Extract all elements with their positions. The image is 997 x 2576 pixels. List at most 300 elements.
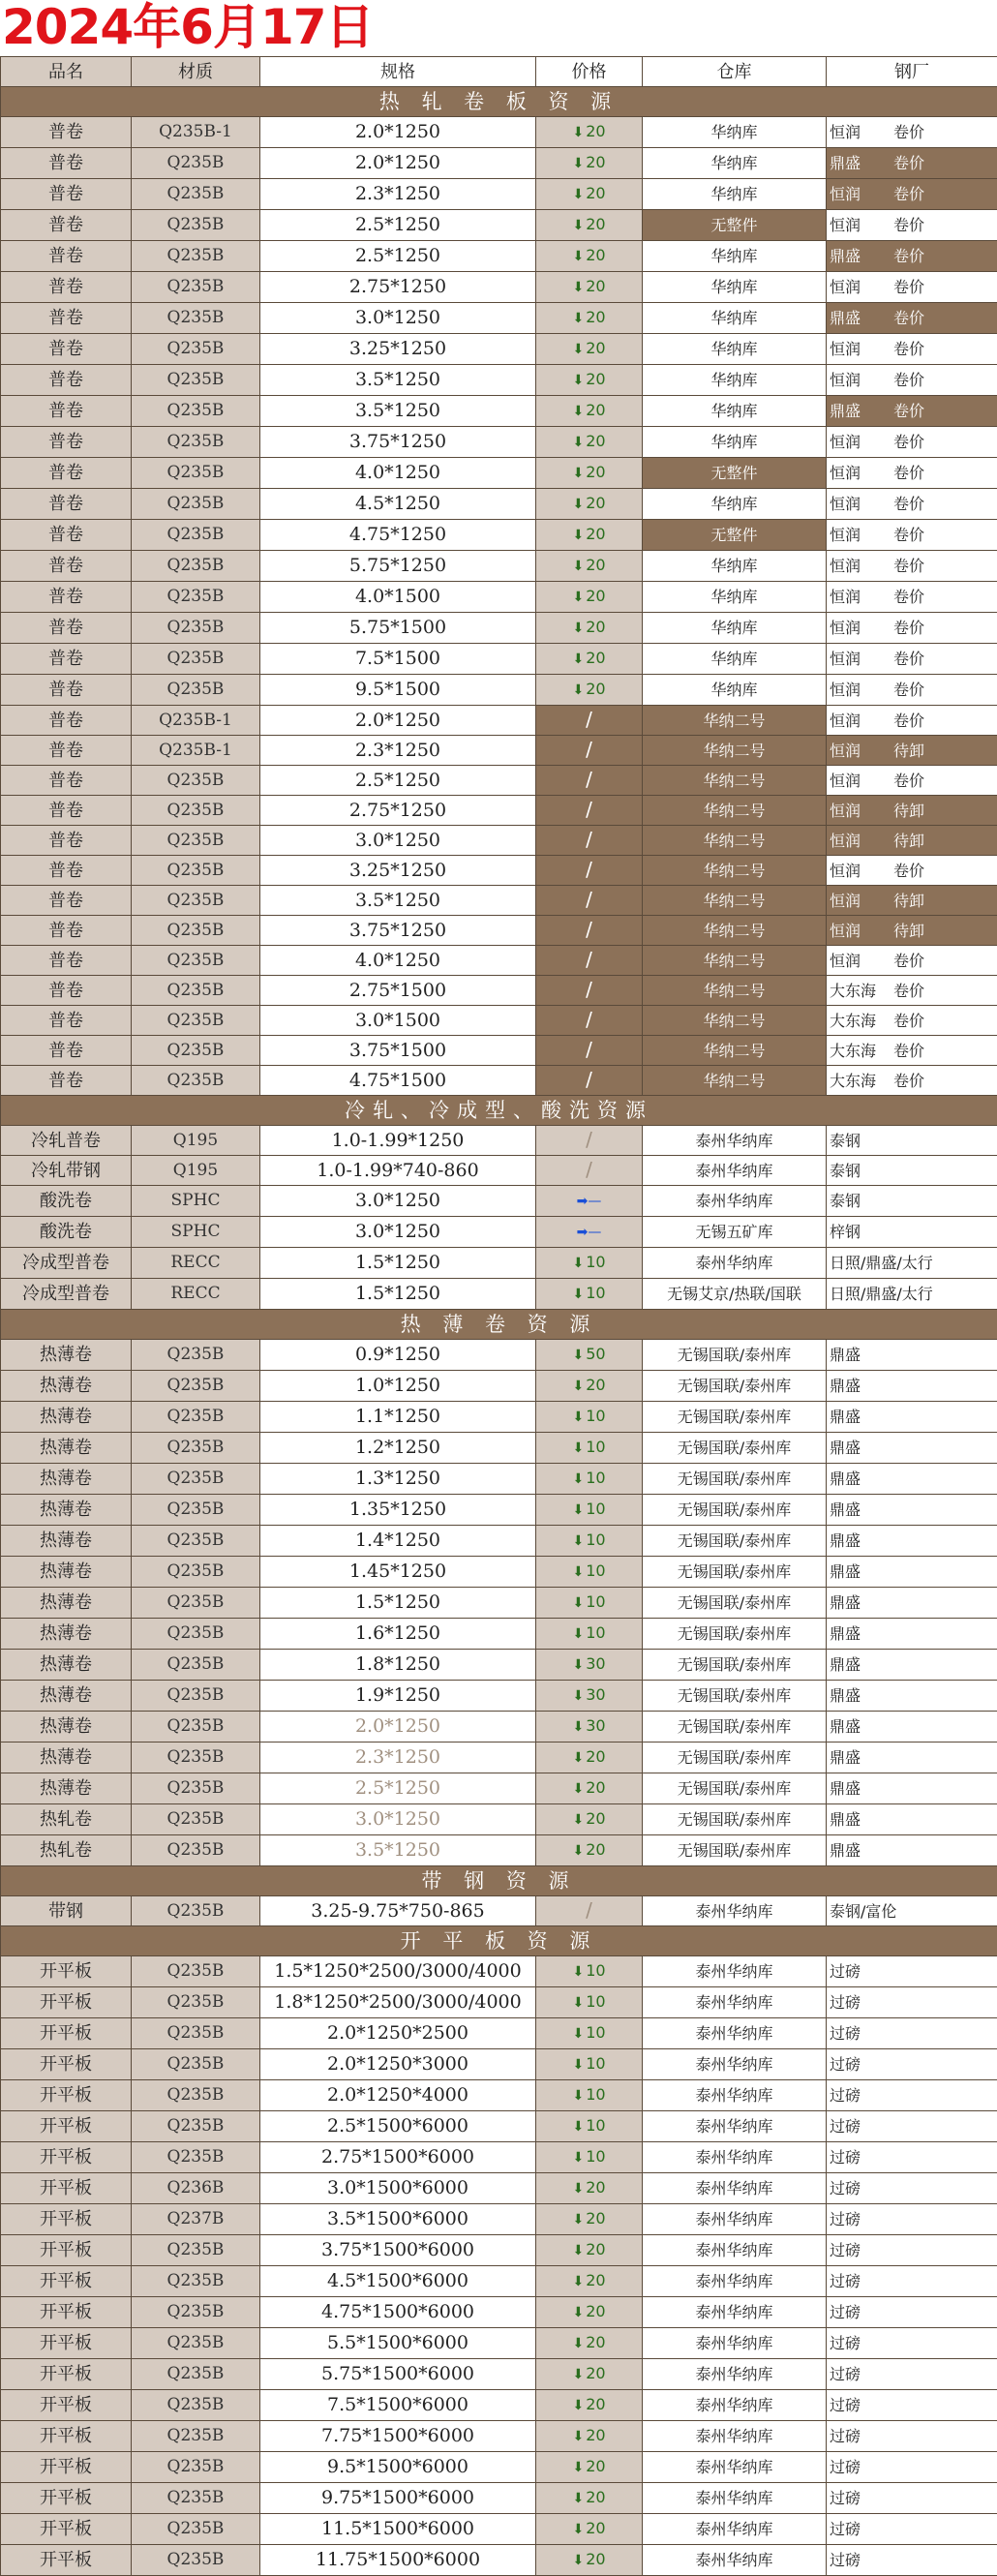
mill-note: 待卸 xyxy=(893,802,924,820)
mill-name: 过磅 xyxy=(830,2024,861,2043)
material-cell: RECC xyxy=(132,1279,260,1310)
product-name-cell: 热薄卷 xyxy=(1,1712,132,1743)
table-row xyxy=(1,117,997,148)
price-cell xyxy=(536,1526,643,1557)
mill-name: 鼎盛 xyxy=(830,1655,861,1674)
mill-cell xyxy=(827,1156,997,1186)
price-cell xyxy=(536,706,643,736)
price-cell xyxy=(536,241,643,272)
price-cell xyxy=(536,1279,643,1310)
spec-cell: 3.5*1250 xyxy=(260,365,536,396)
mill-cell xyxy=(827,1340,997,1371)
price-value: / xyxy=(586,948,592,971)
table-row xyxy=(1,1464,997,1495)
warehouse-cell: 泰州华纳库 xyxy=(643,2483,827,2514)
warehouse-cell: 华纳库 xyxy=(643,179,827,210)
spec-cell: 2.3*1250 xyxy=(260,1743,536,1773)
section-header xyxy=(1,1866,997,1896)
price-value: 20 xyxy=(586,432,605,450)
spec-cell: 5.75*1500 xyxy=(260,613,536,644)
product-name-cell: 普卷 xyxy=(1,675,132,706)
mill-name: 恒润 xyxy=(830,428,893,456)
col-header-material: 材质 xyxy=(132,57,260,87)
product-name-cell: 普卷 xyxy=(1,272,132,303)
mill-cell xyxy=(827,1495,997,1526)
table-row xyxy=(1,427,997,458)
material-cell: Q235B xyxy=(132,2328,260,2359)
col-header-warehouse: 仓库 xyxy=(643,57,827,87)
right-arrow-icon: ➡ xyxy=(577,1225,589,1240)
spec-cell: 4.75*1500 xyxy=(260,1066,536,1096)
price-cell xyxy=(536,1217,643,1248)
product-name-cell: 热薄卷 xyxy=(1,1557,132,1588)
spec-cell: 7.5*1500 xyxy=(260,644,536,675)
table-row xyxy=(1,210,997,241)
price-value: 20 xyxy=(586,2302,605,2320)
warehouse-cell: 华纳库 xyxy=(643,613,827,644)
material-cell: SPHC xyxy=(132,1217,260,1248)
product-name-cell: 普卷 xyxy=(1,334,132,365)
mill-name: 过磅 xyxy=(830,2086,861,2105)
table-row xyxy=(1,1006,997,1036)
price-value: 10 xyxy=(586,1561,605,1580)
product-name-cell: 普卷 xyxy=(1,916,132,946)
material-cell: Q235B xyxy=(132,334,260,365)
mill-note: 卷价 xyxy=(893,681,924,699)
price-cell xyxy=(536,2452,643,2483)
warehouse-cell: 华纳库 xyxy=(643,396,827,427)
warehouse-cell: 无锡国联/泰州库 xyxy=(643,1402,827,1433)
mill-note: 卷价 xyxy=(893,952,924,970)
mill-note: 卷价 xyxy=(893,1012,924,1030)
down-arrow-icon: ⬇ xyxy=(572,1843,584,1859)
product-name-cell: 热薄卷 xyxy=(1,1495,132,1526)
warehouse-cell: 华纳二号 xyxy=(643,796,827,826)
mill-name: 过磅 xyxy=(830,2489,861,2507)
price-sheet-table xyxy=(0,56,997,2576)
down-arrow-icon: ⬇ xyxy=(572,2181,584,2197)
material-cell: Q235B xyxy=(132,2142,260,2173)
mill-cell xyxy=(827,2018,997,2049)
mill-name: 鼎盛 xyxy=(830,1593,861,1612)
section-header xyxy=(1,1096,997,1126)
mill-name: 鼎盛 xyxy=(830,1500,861,1519)
table-row xyxy=(1,2514,997,2545)
product-name-cell: 开平板 xyxy=(1,2173,132,2204)
down-arrow-icon: ⬇ xyxy=(572,1409,584,1425)
table-row xyxy=(1,1371,997,1402)
mill-cell xyxy=(827,2142,997,2173)
mill-cell xyxy=(827,2359,997,2390)
mill-name: 恒润 xyxy=(830,827,893,855)
material-cell: Q235B xyxy=(132,179,260,210)
spec-cell: 4.75*1250 xyxy=(260,520,536,551)
spec-cell: 1.4*1250 xyxy=(260,1526,536,1557)
mill-note: 卷价 xyxy=(893,216,924,234)
spec-cell: 4.0*1250 xyxy=(260,946,536,976)
warehouse-cell: 华纳二号 xyxy=(643,856,827,886)
table-row xyxy=(1,2111,997,2142)
price-cell xyxy=(536,272,643,303)
table-row xyxy=(1,1743,997,1773)
mill-name: 过磅 xyxy=(830,2241,861,2259)
mill-cell xyxy=(827,1036,997,1066)
mill-note: 卷价 xyxy=(893,1072,924,1090)
product-name-cell: 开平板 xyxy=(1,1956,132,1987)
price-value: 20 xyxy=(586,2550,605,2568)
price-cell xyxy=(536,1464,643,1495)
price-value: / xyxy=(586,888,592,911)
warehouse-cell: 华纳库 xyxy=(643,582,827,613)
mill-cell xyxy=(827,241,997,272)
spec-cell: 3.25*1250 xyxy=(260,856,536,886)
material-cell: Q195 xyxy=(132,1126,260,1156)
table-row xyxy=(1,551,997,582)
table-row xyxy=(1,458,997,489)
material-cell: SPHC xyxy=(132,1186,260,1217)
down-arrow-icon: ⬇ xyxy=(572,1379,584,1394)
price-value: 10 xyxy=(586,1500,605,1518)
material-cell: Q235B xyxy=(132,1464,260,1495)
product-name-cell: 开平板 xyxy=(1,2545,132,2576)
price-cell xyxy=(536,916,643,946)
product-name-cell: 普卷 xyxy=(1,396,132,427)
mill-cell xyxy=(827,272,997,303)
material-cell: Q235B xyxy=(132,1835,260,1866)
warehouse-cell: 华纳库 xyxy=(643,117,827,148)
spec-cell: 3.25*1250 xyxy=(260,334,536,365)
product-name-cell: 普卷 xyxy=(1,613,132,644)
table-row xyxy=(1,856,997,886)
price-value: 20 xyxy=(586,401,605,419)
table-row xyxy=(1,1773,997,1804)
warehouse-cell: 华纳库 xyxy=(643,489,827,520)
mill-cell xyxy=(827,1804,997,1835)
warehouse-cell: 无锡国联/泰州库 xyxy=(643,1557,827,1588)
down-arrow-icon: ⬇ xyxy=(572,404,584,419)
mill-cell xyxy=(827,946,997,976)
mill-name: 大东海 xyxy=(830,1007,893,1035)
mill-cell xyxy=(827,1371,997,1402)
mill-cell xyxy=(827,2266,997,2297)
mill-name: 过磅 xyxy=(830,2396,861,2414)
product-name-cell: 普卷 xyxy=(1,582,132,613)
mill-cell xyxy=(827,1835,997,1866)
mill-cell xyxy=(827,2235,997,2266)
down-arrow-icon: ⬇ xyxy=(572,2336,584,2351)
price-value: 10 xyxy=(586,2085,605,2104)
spec-cell: 1.45*1250 xyxy=(260,1557,536,1588)
mill-cell xyxy=(827,826,997,856)
mill-name: 恒润 xyxy=(830,887,893,915)
material-cell: Q235B xyxy=(132,1526,260,1557)
spec-cell: 3.5*1500*6000 xyxy=(260,2204,536,2235)
down-arrow-icon: ⬇ xyxy=(572,590,584,605)
mill-cell xyxy=(827,856,997,886)
mill-name: 恒润 xyxy=(830,490,893,518)
material-cell: Q235B-1 xyxy=(132,706,260,736)
section-header xyxy=(1,1926,997,1956)
down-arrow-icon: ⬇ xyxy=(572,2026,584,2042)
price-value: — xyxy=(588,1194,601,1209)
material-cell: Q235B xyxy=(132,2483,260,2514)
mill-name: 泰钢/富伦 xyxy=(830,1902,896,1921)
price-value: / xyxy=(586,828,592,851)
spec-cell: 9.5*1500 xyxy=(260,675,536,706)
price-value: 20 xyxy=(586,277,605,295)
table-row xyxy=(1,1495,997,1526)
material-cell: Q235B xyxy=(132,1987,260,2018)
spec-cell: 1.5*1250 xyxy=(260,1248,536,1279)
mill-name: 鼎盛 xyxy=(830,1562,861,1581)
table-row xyxy=(1,766,997,796)
mill-name: 鼎盛 xyxy=(830,1841,861,1860)
spec-cell: 3.0*1250 xyxy=(260,1186,536,1217)
warehouse-cell: 泰州华纳库 xyxy=(643,2111,827,2142)
table-row xyxy=(1,796,997,826)
material-cell: Q235B xyxy=(132,489,260,520)
product-name-cell: 开平板 xyxy=(1,2266,132,2297)
material-cell: Q235B xyxy=(132,396,260,427)
product-name-cell: 带钢 xyxy=(1,1896,132,1926)
col-header-name: 品名 xyxy=(1,57,132,87)
price-cell xyxy=(536,334,643,365)
product-name-cell: 冷成型普卷 xyxy=(1,1248,132,1279)
price-cell xyxy=(536,1804,643,1835)
product-name-cell: 热薄卷 xyxy=(1,1588,132,1619)
material-cell: Q235B xyxy=(132,1650,260,1681)
col-header-mill: 钢厂 xyxy=(827,57,997,87)
price-cell xyxy=(536,826,643,856)
price-value: 20 xyxy=(586,2519,605,2537)
price-value: / xyxy=(586,1128,592,1151)
spec-cell: 4.5*1500*6000 xyxy=(260,2266,536,2297)
mill-name: 过磅 xyxy=(830,2055,861,2074)
warehouse-cell: 泰州华纳库 xyxy=(643,2018,827,2049)
warehouse-cell: 华纳库 xyxy=(643,272,827,303)
price-value: 20 xyxy=(586,2426,605,2444)
down-arrow-icon: ⬇ xyxy=(572,1533,584,1549)
mill-cell xyxy=(827,796,997,826)
warehouse-cell: 华纳二号 xyxy=(643,1036,827,1066)
mill-name: 过磅 xyxy=(830,2272,861,2290)
price-value: 20 xyxy=(586,370,605,388)
down-arrow-icon: ⬇ xyxy=(572,559,584,574)
down-arrow-icon: ⬇ xyxy=(572,621,584,636)
price-cell xyxy=(536,675,643,706)
product-name-cell: 普卷 xyxy=(1,826,132,856)
down-arrow-icon: ⬇ xyxy=(572,2088,584,2104)
material-cell: Q235B xyxy=(132,241,260,272)
mill-note: 卷价 xyxy=(893,154,924,172)
warehouse-cell: 华纳库 xyxy=(643,675,827,706)
down-arrow-icon: ⬇ xyxy=(572,2553,584,2568)
price-value: 10 xyxy=(586,2116,605,2135)
mill-cell xyxy=(827,1588,997,1619)
product-name-cell: 热薄卷 xyxy=(1,1619,132,1650)
price-value: / xyxy=(586,708,592,731)
mill-name: 鼎盛 xyxy=(830,1686,861,1705)
down-arrow-icon: ⬇ xyxy=(572,1964,584,1980)
section-header xyxy=(1,87,997,117)
table-row xyxy=(1,365,997,396)
mill-note: 卷价 xyxy=(893,1042,924,1060)
mill-cell xyxy=(827,210,997,241)
spec-cell: 5.75*1250 xyxy=(260,551,536,582)
material-cell: Q235B xyxy=(132,303,260,334)
mill-name: 泰钢 xyxy=(830,1132,861,1150)
mill-note: 卷价 xyxy=(893,247,924,265)
material-cell: Q235B xyxy=(132,2111,260,2142)
col-header-spec: 规格 xyxy=(260,57,536,87)
mill-name: 日照/鼎盛/太行 xyxy=(830,1285,933,1303)
mill-note: 卷价 xyxy=(893,619,924,637)
spec-cell: 0.9*1250 xyxy=(260,1340,536,1371)
product-name-cell: 开平板 xyxy=(1,2018,132,2049)
down-arrow-icon: ⬇ xyxy=(572,2429,584,2444)
product-name-cell: 酸洗卷 xyxy=(1,1217,132,1248)
price-cell xyxy=(536,396,643,427)
down-arrow-icon: ⬇ xyxy=(572,2491,584,2506)
mill-name: 鼎盛 xyxy=(830,1531,861,1550)
material-cell: Q235B xyxy=(132,1588,260,1619)
product-name-cell: 热薄卷 xyxy=(1,1433,132,1464)
down-arrow-icon: ⬇ xyxy=(572,1781,584,1797)
price-cell xyxy=(536,1712,643,1743)
price-cell xyxy=(536,1773,643,1804)
price-cell xyxy=(536,365,643,396)
mill-note: 待卸 xyxy=(893,922,924,940)
product-name-cell: 普卷 xyxy=(1,796,132,826)
header-row xyxy=(1,57,997,87)
mill-cell xyxy=(827,1402,997,1433)
mill-cell xyxy=(827,179,997,210)
price-cell xyxy=(536,2080,643,2111)
material-cell: Q235B xyxy=(132,976,260,1006)
spec-cell: 1.5*1250*2500/3000/4000 xyxy=(260,1956,536,1987)
mill-name: 鼎盛 xyxy=(830,242,893,270)
down-arrow-icon: ⬇ xyxy=(572,1995,584,2011)
warehouse-cell: 无锡国联/泰州库 xyxy=(643,1650,827,1681)
table-row xyxy=(1,2421,997,2452)
mill-cell xyxy=(827,2452,997,2483)
warehouse-cell: 无锡国联/泰州库 xyxy=(643,1743,827,1773)
material-cell: Q235B xyxy=(132,856,260,886)
spec-cell: 3.75*1250 xyxy=(260,916,536,946)
mill-cell xyxy=(827,1526,997,1557)
material-cell: Q235B xyxy=(132,1371,260,1402)
warehouse-cell: 泰州华纳库 xyxy=(643,2173,827,2204)
material-cell: Q235B xyxy=(132,1557,260,1588)
spec-cell: 1.35*1250 xyxy=(260,1495,536,1526)
material-cell: Q235B xyxy=(132,1681,260,1712)
down-arrow-icon: ⬇ xyxy=(572,1626,584,1642)
table-row xyxy=(1,826,997,856)
mill-cell xyxy=(827,706,997,736)
warehouse-cell: 泰州华纳库 xyxy=(643,2421,827,2452)
down-arrow-icon: ⬇ xyxy=(572,1657,584,1673)
spec-cell: 3.25-9.75*750-865 xyxy=(260,1896,536,1926)
product-name-cell: 热薄卷 xyxy=(1,1650,132,1681)
spec-cell: 3.0*1500*6000 xyxy=(260,2173,536,2204)
price-cell xyxy=(536,976,643,1006)
down-arrow-icon: ⬇ xyxy=(572,1287,584,1302)
section-header xyxy=(1,1310,997,1340)
product-name-cell: 普卷 xyxy=(1,736,132,766)
price-cell xyxy=(536,303,643,334)
down-arrow-icon: ⬇ xyxy=(572,1256,584,1271)
mill-name: 过磅 xyxy=(830,2365,861,2383)
price-cell xyxy=(536,644,643,675)
price-value: 20 xyxy=(586,618,605,636)
warehouse-cell: 华纳库 xyxy=(643,148,827,179)
price-cell xyxy=(536,2483,643,2514)
price-value: / xyxy=(586,918,592,941)
price-value: 10 xyxy=(586,1530,605,1549)
price-value: 20 xyxy=(586,2333,605,2351)
warehouse-cell: 泰州华纳库 xyxy=(643,2452,827,2483)
material-cell: Q235B xyxy=(132,2359,260,2390)
table-row xyxy=(1,1066,997,1096)
section-title: 开 平 板 资 源 xyxy=(1,1926,997,1956)
material-cell: Q235B xyxy=(132,1619,260,1650)
mill-cell xyxy=(827,148,997,179)
material-cell: Q235B xyxy=(132,1006,260,1036)
table-row xyxy=(1,520,997,551)
price-cell xyxy=(536,1743,643,1773)
down-arrow-icon: ⬇ xyxy=(572,2057,584,2073)
price-value: / xyxy=(586,978,592,1001)
mill-name: 过磅 xyxy=(830,2458,861,2476)
material-cell: Q235B xyxy=(132,1036,260,1066)
material-cell: Q235B xyxy=(132,916,260,946)
price-value: / xyxy=(586,798,592,821)
price-cell xyxy=(536,2328,643,2359)
down-arrow-icon: ⬇ xyxy=(572,2274,584,2289)
price-value: 20 xyxy=(586,2364,605,2382)
material-cell: Q235B xyxy=(132,551,260,582)
mill-cell xyxy=(827,117,997,148)
price-cell xyxy=(536,2235,643,2266)
material-cell: Q235B xyxy=(132,1433,260,1464)
product-name-cell: 开平板 xyxy=(1,2421,132,2452)
down-arrow-icon: ⬇ xyxy=(572,156,584,171)
spec-cell: 3.0*1250 xyxy=(260,826,536,856)
table-row xyxy=(1,1036,997,1066)
mill-name: 恒润 xyxy=(830,645,893,673)
mill-name: 泰钢 xyxy=(830,1192,861,1210)
down-arrow-icon: ⬇ xyxy=(572,2243,584,2258)
product-name-cell: 热薄卷 xyxy=(1,1743,132,1773)
spec-cell: 11.75*1500*6000 xyxy=(260,2545,536,2576)
price-value: / xyxy=(586,768,592,791)
material-cell: Q235B xyxy=(132,2545,260,2576)
spec-cell: 1.0-1.99*740-860 xyxy=(260,1156,536,1186)
price-cell xyxy=(536,1835,643,1866)
spec-cell: 3.5*1250 xyxy=(260,886,536,916)
spec-cell: 2.0*1250 xyxy=(260,148,536,179)
spec-cell: 2.75*1250 xyxy=(260,272,536,303)
mill-note: 卷价 xyxy=(893,278,924,296)
price-value: / xyxy=(586,1038,592,1061)
spec-cell: 1.8*1250*2500/3000/4000 xyxy=(260,1987,536,2018)
material-cell: Q235B xyxy=(132,1773,260,1804)
table-row xyxy=(1,2049,997,2080)
mill-cell xyxy=(827,1248,997,1279)
mill-name: 恒润 xyxy=(830,366,893,394)
mill-cell xyxy=(827,458,997,489)
price-value: / xyxy=(586,738,592,761)
